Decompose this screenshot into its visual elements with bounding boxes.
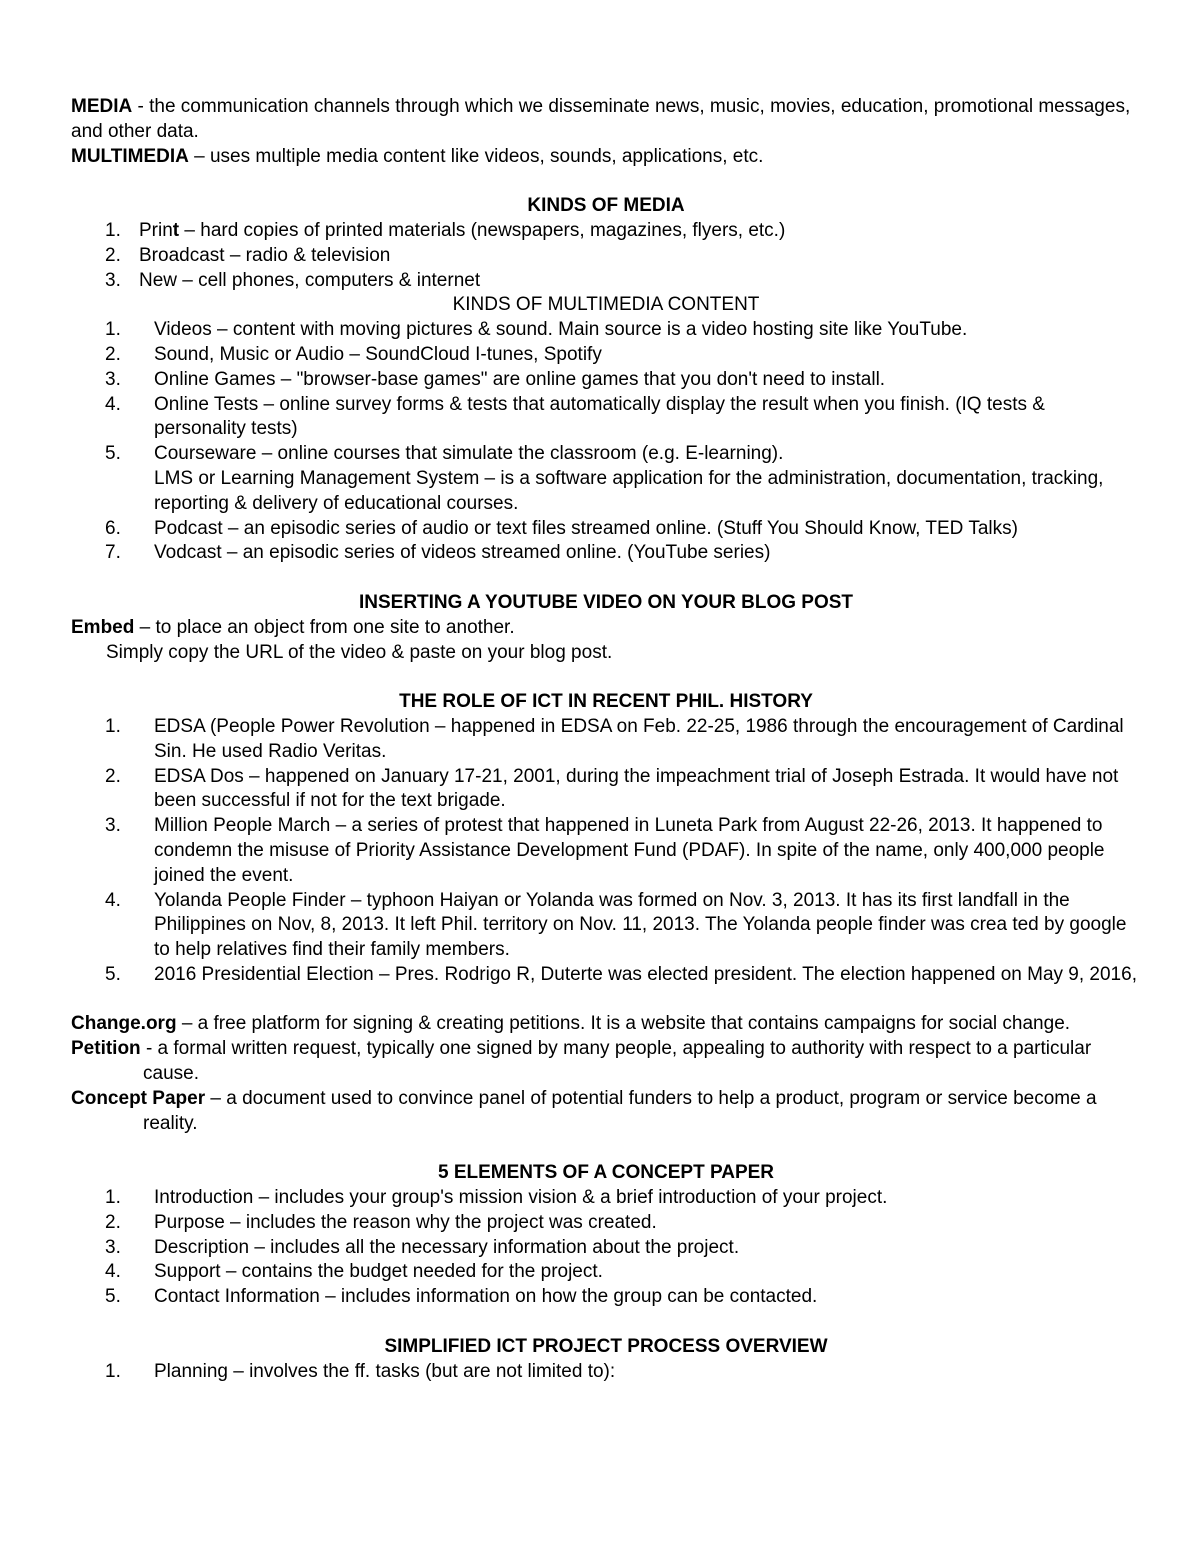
list-text: 2016 Presidential Election – Pres. Rodrigo R, Duterte was elected president. The election happened on May 9, 2016, <box>154 963 1137 985</box>
list-text: Vodcast – an episodic series of videos streamed online. (YouTube series) <box>154 542 771 564</box>
list-item <box>71 1186 1141 1211</box>
list-text: – hard copies of printed materials (newspapers, magazines, flyers, etc.) <box>179 219 786 241</box>
heading-kinds-of-multimedia: KINDS OF MULTIMEDIA CONTENT <box>452 294 760 316</box>
list-number: 5. <box>105 1286 121 1308</box>
list-text: Introduction – includes your group's mission vision & a brief introduction of your project. <box>154 1187 888 1209</box>
list-item <box>71 1236 1141 1261</box>
list-text: Contact Information – includes information on how the group can be contacted. <box>154 1286 818 1308</box>
list-text: Support – contains the budget needed for the project. <box>154 1261 603 1283</box>
list-text: Courseware – online courses that simulate the classroom (e.g. E-learning). <box>154 443 784 465</box>
list-number: 2. <box>105 765 121 787</box>
list-text: Videos – content with moving pictures & sound. Main source is a video hosting site like YouTube. <box>154 319 968 341</box>
list-number: 5. <box>105 963 121 985</box>
list-text: Yolanda People Finder – typhoon Haiyan or Yolanda was formed on Nov. 3, 2013. It has its first landfall in the Philippines on Nov, 8, 2013. It left Phil. territory on Nov. 11, 2013. The Yolanda people finder was crea ted by google to help relatives find their family members. <box>154 889 1127 961</box>
list-text: Prin <box>139 219 173 241</box>
list-item <box>71 1360 1141 1385</box>
list-item <box>71 318 1141 343</box>
list-item <box>71 1211 1141 1236</box>
ict-history-list <box>71 715 1141 988</box>
heading-concept-paper: 5 ELEMENTS OF A CONCEPT PAPER <box>437 1162 775 1184</box>
definition-term: Embed <box>71 616 135 638</box>
kinds-of-multimedia-list <box>71 318 1141 566</box>
list-text: EDSA Dos – happened on January 17-21, 2001, during the impeachment trial of Joseph Estrada. It would have not been successful if not for the text brigade. <box>154 765 1119 812</box>
list-number: 3. <box>105 368 121 390</box>
list-number: 3. <box>105 815 121 837</box>
list-number: 4. <box>105 889 121 911</box>
kinds-of-media-list <box>71 219 1141 293</box>
list-text: Podcast – an episodic series of audio or text files streamed online. (Stuff You Should Know, TED Talks) <box>154 517 1018 539</box>
list-number: 7. <box>105 542 121 564</box>
list-text-bold: t <box>172 219 180 241</box>
definition-text: – uses multiple media content like videos, sounds, applications, etc. <box>188 145 764 167</box>
definition-embed <box>71 616 1141 641</box>
list-number: 4. <box>105 393 121 415</box>
definition-text: - a formal written request, typically one signed by many people, appealing to authority with respect to a particular cause. <box>140 1038 1092 1085</box>
list-text: Planning – involves the ff. tasks (but are not limited to): <box>154 1360 616 1382</box>
list-number: 1. <box>105 219 121 241</box>
list-text: Online Tests – online survey forms & tests that automatically display the result when you finish. (IQ tests & personality tests) <box>154 393 1045 440</box>
list-item <box>71 343 1141 368</box>
definition-petition <box>71 1037 1141 1087</box>
list-item <box>71 1260 1141 1285</box>
list-number: 5. <box>105 443 121 465</box>
definition-multimedia <box>71 145 1141 170</box>
list-text: Sound, Music or Audio – SoundCloud I-tunes, Spotify <box>154 343 602 365</box>
list-text: Million People March – a series of protest that happened in Luneta Park from August 22-26, 2013. It happened to condemn the misuse of Priority Assistance Development Fund (PDAF). In spite of the name, only 400,000 people joined the event. <box>154 815 1105 886</box>
definition-text: – to place an object from one site to another. <box>134 616 515 638</box>
list-number: 1. <box>105 1360 121 1382</box>
definition-concept-paper <box>71 1087 1141 1137</box>
list-number: 2. <box>105 244 121 266</box>
list-number: 2. <box>105 343 121 365</box>
list-number: 1. <box>105 319 121 341</box>
list-item <box>71 889 1141 963</box>
list-item <box>71 517 1141 542</box>
heading-kinds-of-media: KINDS OF MEDIA <box>527 195 685 217</box>
list-text: Description – includes all the necessary information about the project. <box>154 1236 740 1258</box>
definition-text: - the communication channels through which we disseminate news, music, movies, education, promotional messages, and other data. <box>71 96 1131 142</box>
list-item <box>71 814 1141 888</box>
list-item <box>71 393 1141 443</box>
concept-paper-list <box>71 1186 1141 1310</box>
list-item <box>71 219 1141 244</box>
definition-term: MULTIMEDIA <box>71 145 189 167</box>
list-text: Online Games – "browser-base games" are online games that you don't need to install. <box>154 368 886 390</box>
heading-ict-history: THE ROLE OF ICT IN RECENT PHIL. HISTORY <box>399 691 813 713</box>
embed-note: Simply copy the URL of the video & paste on your blog post. <box>106 641 613 663</box>
project-process-list <box>71 1360 1141 1385</box>
list-item <box>71 442 1141 516</box>
list-item <box>71 963 1141 988</box>
list-text: New – cell phones, computers & internet <box>139 269 481 291</box>
list-item <box>71 269 1141 294</box>
list-number: 1. <box>105 715 121 737</box>
list-text: Purpose – includes the reason why the project was created. <box>154 1211 657 1233</box>
list-text-extra: LMS or Learning Management System – is a software application for the administration, documentation, tracking, reporting & delivery of educational courses. <box>154 467 1104 514</box>
document-page <box>71 95 1141 1384</box>
list-item <box>71 765 1141 815</box>
list-number: 2. <box>105 1211 121 1233</box>
definition-term: MEDIA <box>71 96 133 117</box>
list-number: 4. <box>105 1261 121 1283</box>
definition-term: Concept Paper <box>71 1087 206 1109</box>
list-number: 3. <box>105 1236 121 1258</box>
list-number: 6. <box>105 517 121 539</box>
list-item <box>71 541 1141 566</box>
list-item <box>71 715 1141 765</box>
list-text: EDSA (People Power Revolution – happened in EDSA on Feb. 22-25, 1986 through the encouragement of Cardinal Sin. He used Radio Veritas. <box>154 715 1124 762</box>
definition-text: – a free platform for signing & creating petitions. It is a website that contains campaigns for social change. <box>176 1013 1071 1035</box>
heading-project-process: SIMPLIFIED ICT PROJECT PROCESS OVERVIEW <box>384 1335 828 1357</box>
list-number: 1. <box>105 1187 121 1209</box>
definition-media <box>71 95 1141 145</box>
definition-term: Petition <box>71 1038 141 1060</box>
heading-youtube: INSERTING A YOUTUBE VIDEO ON YOUR BLOG POST <box>358 591 854 613</box>
list-number: 3. <box>105 269 121 291</box>
list-item <box>71 368 1141 393</box>
list-item <box>71 1285 1141 1310</box>
list-text: Broadcast – radio & television <box>139 244 391 266</box>
list-item <box>71 244 1141 269</box>
definition-text: – a document used to convince panel of potential funders to help a product, program or service become a reality. <box>143 1087 1097 1134</box>
definition-change-org <box>71 1012 1141 1037</box>
definition-term: Change.org <box>71 1013 177 1035</box>
